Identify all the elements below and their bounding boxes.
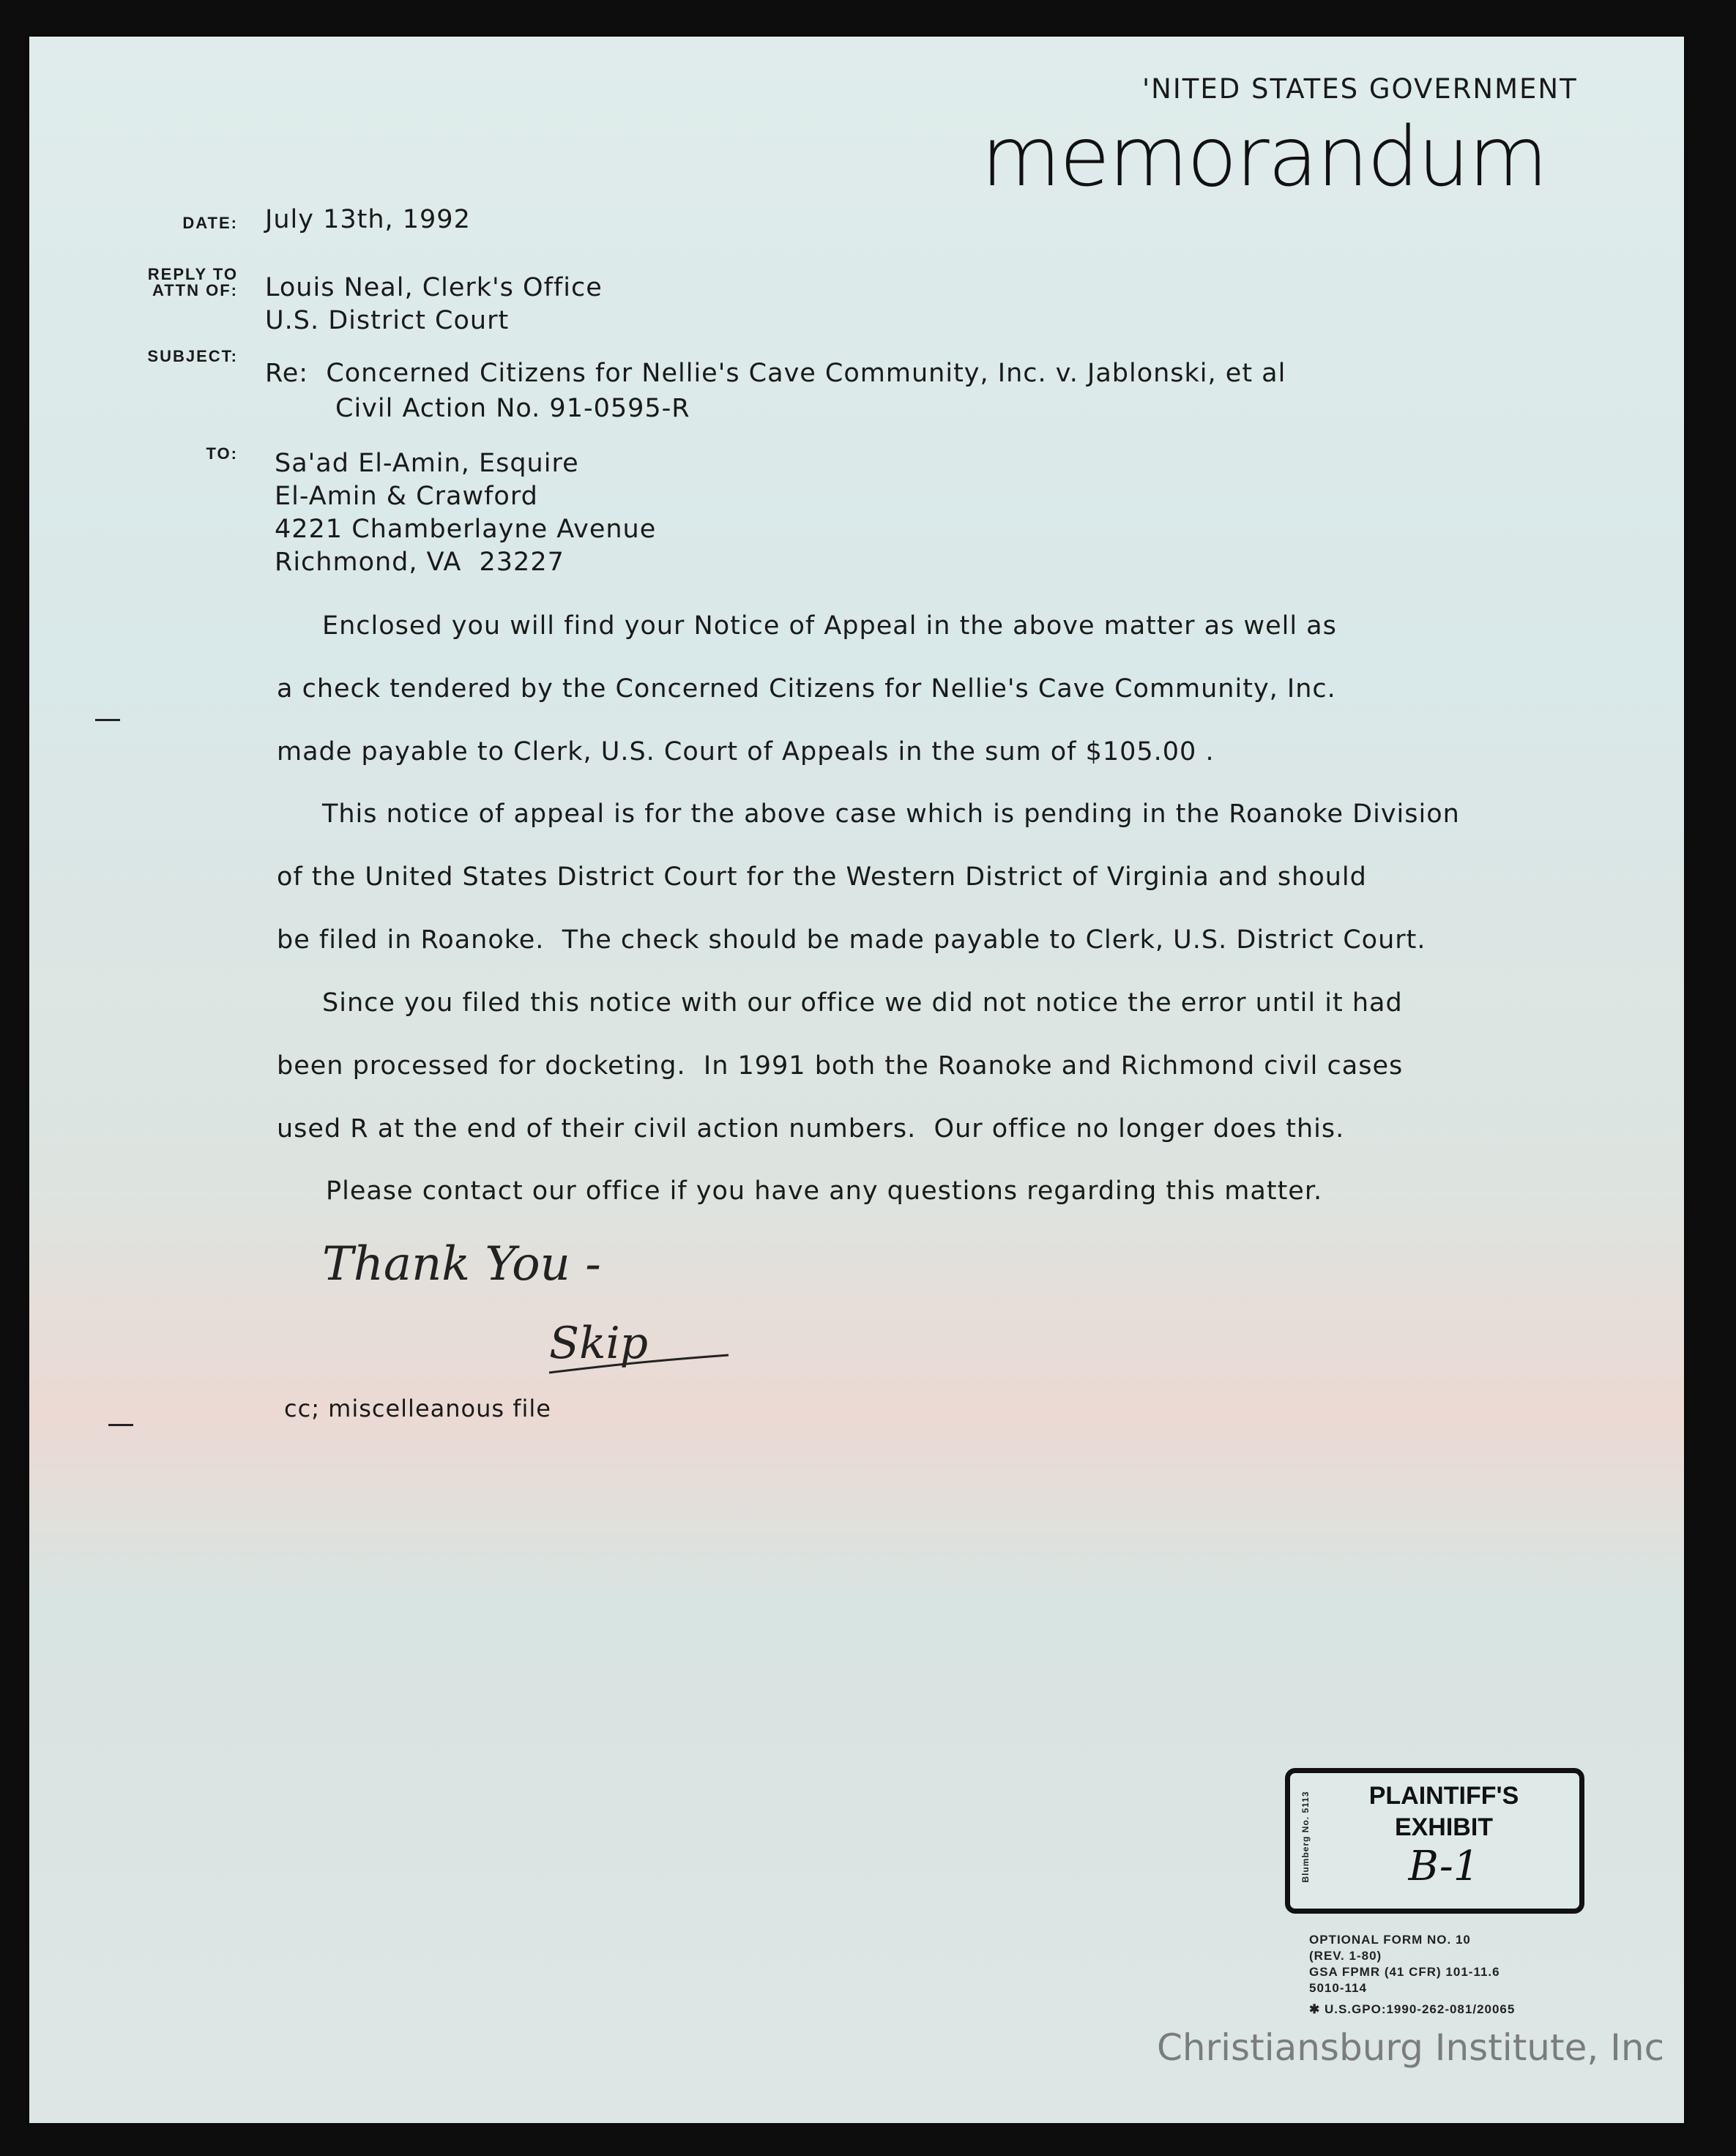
- form-info-line: GSA FPMR (41 CFR) 101-11.6: [1309, 1965, 1500, 1979]
- form-info-line: ✱ U.S.GPO:1990-262-081/20065: [1309, 2002, 1516, 2016]
- body-line: been processed for docketing. In 1991 both the Roanoke and Richmond civil cases: [277, 1051, 1404, 1081]
- body-line: Enclosed you will find your Notice of Appeal in the above matter as well as: [322, 611, 1337, 641]
- subject-line-1: Re: Concerned Citizens for Nellie's Cave Community, Inc. v. Jablonski, et al: [265, 359, 1286, 388]
- recipient-city: Richmond, VA 23227: [275, 548, 565, 577]
- body-line: Since you filed this notice with our office we did not notice the error until it had: [322, 988, 1403, 1018]
- date-value: July 13th, 1992: [265, 205, 471, 234]
- stamp-line-1: PLAINTIFF'S: [1368, 1782, 1519, 1810]
- handwritten-closing: Thank You -: [322, 1237, 601, 1291]
- subject-label: SUBJECT:: [147, 347, 238, 365]
- signature-underline: [545, 1351, 736, 1380]
- stamp-side-text: Blumberg No. 5113: [1300, 1791, 1311, 1883]
- body-line: used R at the end of their civil action numbers. Our office no longer does this.: [277, 1114, 1345, 1144]
- body-line: a check tendered by the Concerned Citizens for Nellie's Cave Community, Inc.: [277, 674, 1336, 704]
- handwritten-signature: Skip: [549, 1318, 649, 1369]
- margin-tick: [108, 1424, 133, 1426]
- recipient-name: Sa'ad El-Amin, Esquire: [275, 449, 579, 478]
- body-line: This notice of appeal is for the above case which is pending in the Roanoke Division: [322, 799, 1460, 829]
- body-line: made payable to Clerk, U.S. Court of Appeals in the sum of $105.00 .: [277, 737, 1215, 766]
- government-heading: 'NITED STATES GOVERNMENT: [1142, 73, 1578, 105]
- form-info-line: OPTIONAL FORM NO. 10: [1309, 1933, 1471, 1947]
- body-line: be filed in Roanoke. The check should be made payable to Clerk, U.S. District Court.: [277, 925, 1426, 955]
- form-info-line: 5010-114: [1309, 1981, 1367, 1995]
- memo-page: [29, 37, 1684, 2123]
- reply-label-line-2: ATTN OF:: [152, 281, 238, 299]
- stamp-value: B-1: [1408, 1843, 1480, 1890]
- stamp-line-2: EXHIBIT: [1394, 1813, 1494, 1841]
- to-label: TO:: [206, 444, 238, 463]
- margin-tick: [95, 719, 120, 721]
- recipient-street: 4221 Chamberlayne Avenue: [275, 515, 657, 544]
- cc-line: cc; miscelleanous file: [284, 1395, 551, 1422]
- date-label: DATE:: [182, 214, 238, 232]
- reply-line-1: Louis Neal, Clerk's Office: [265, 273, 603, 302]
- recipient-firm: El-Amin & Crawford: [275, 482, 538, 511]
- watermark-text: Christiansburg Institute, Inc: [1157, 2026, 1665, 2069]
- form-info-line: (REV. 1-80): [1309, 1949, 1382, 1963]
- subject-line-2: Civil Action No. 91-0595-R: [335, 394, 690, 423]
- reply-line-2: U.S. District Court: [265, 306, 510, 335]
- exhibit-stamp: [1285, 1768, 1584, 1914]
- reply-label-line-1: REPLY TO: [147, 265, 238, 283]
- body-line: of the United States District Court for the Western District of Virginia and should: [277, 862, 1367, 892]
- body-line: Please contact our office if you have any questions regarding this matter.: [326, 1176, 1323, 1206]
- memo-title: memorandum: [981, 110, 1547, 205]
